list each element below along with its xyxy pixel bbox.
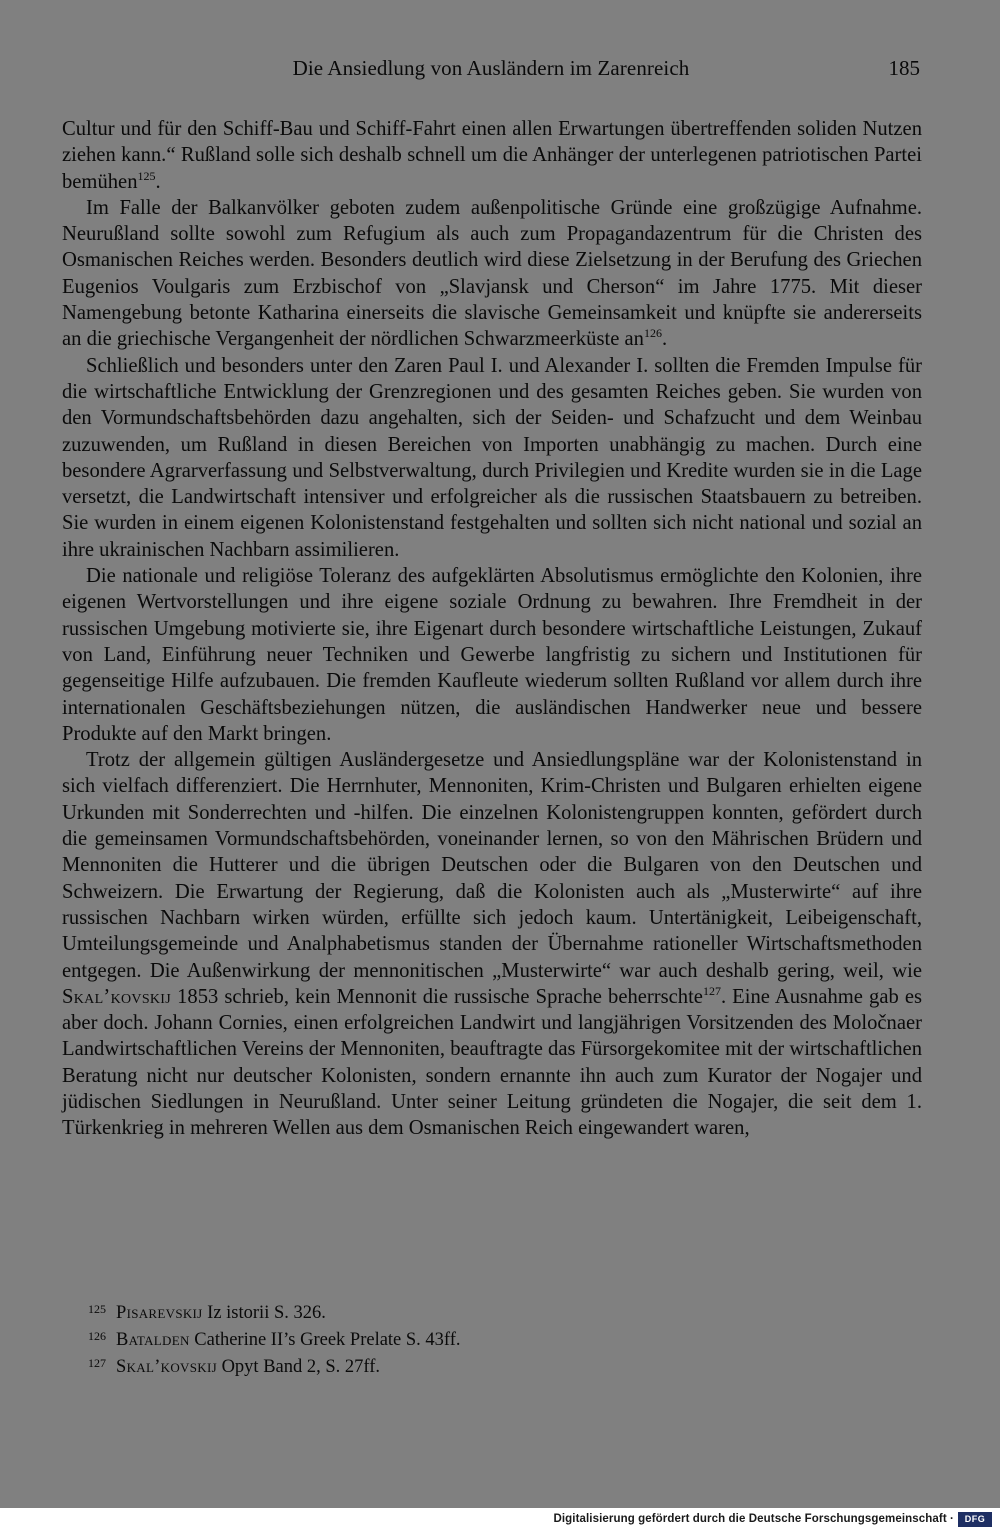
author-name: Skal’kovskij <box>62 985 172 1008</box>
paragraph <box>62 353 922 563</box>
text-run: Im Falle der Balkanvölker geboten zudem außenpolitische Gründe eine großzügige Aufnahme. Neurußland sollte sowohl zum Refugium als auch zum Propagandazentrum für die Christen des Osmanischen Reiches werden. Besonders deutlich wird diese Zielsetzung in der Berufung des Griechen Eugenios Voulgaris zum Erzbischof von „Slavjansk und Cherson“ im Jahre 1775. Mit dieser Namengebung betonte Katharina einerseits die slavische Gemeinsamkeit und knüpfte sie andererseits an die griechische Vergangenheit der nördlichen Schwarzmeerküste an <box>62 196 922 351</box>
paragraph <box>62 747 922 1141</box>
footnote-author: Pisarevskij <box>116 1303 203 1323</box>
text-run: . <box>661 328 668 351</box>
page-number: 185 <box>888 56 920 80</box>
digitization-footer <box>0 1508 1000 1532</box>
text-run: Schließlich und besonders unter den Zaren Paul I. und Alexander I. sollten die Fremden Impulse für die wirtschaftliche Entwicklung der Grenzregionen und des gesamten Reiches geben. Sie wurden von den Vormundschaftsbehörden dazu angehalten, sich der Seiden- und Schafzucht und dem Weinbau zuzuwenden, um Rußland in diesen Bereichen von Importen unabhängig zu machen. Durch eine besondere Agrarverfassung und Selbstverwaltung, durch Privilegien und Kredite wurden sie in die Lage versetzt, die Landwirtschaft intensiver und erfolgreicher als die russischen Staatsbauern zu betreiben. Sie wurden in einem eigenen Kolonistenstand festgehalten und sollten sich nicht national und sozial an ihre ukrainischen Nachbarn assimilieren. <box>62 354 922 561</box>
footnote-reference: 127 <box>702 983 721 998</box>
paragraph <box>62 563 922 747</box>
text-run: 1853 schrieb, kein Mennonit die russische Sprache beherrschte <box>171 985 703 1008</box>
text-run: . Eine Ausnahme gab es aber doch. Johann Cornies, einen erfolgreichen Landwirt und langjährigen Vorsitzenden des Moločnaer Landwirtschaftlichen Vereins der Mennoniten, beauftragte das Fürsorgekomitee mit der wirtschaftlichen Beratung nicht nur deutscher Kolonisten, sondern ernannte ihn auch zum Kurator der Nogajer und jüdischen Siedlungen in Neurußland. Unter seiner Leitung gründeten die Nogajer, die seit dem 1. Türkenkrieg in mehreren Wellen aus dem Osmanischen Reich eingewandert waren, <box>62 985 922 1140</box>
footnote-reference: 125 <box>137 168 156 183</box>
footnote-author: Skal’kovskij <box>116 1357 217 1377</box>
dfg-logo-icon: DFG <box>958 1512 992 1527</box>
paragraph <box>62 116 922 195</box>
footnote-reference: 126 <box>643 326 662 341</box>
footnote-text: Iz istorii S. 326. <box>202 1303 326 1323</box>
text-run: Trotz der allgemein gültigen Ausländergesetze und Ansiedlungspläne war der Kolonistenstand in sich vielfach differenziert. Die Herrnhuter, Mennoniten, Krim-Christen und Bulgaren erhielten eigene Urkunden mit Sonderrechten und -hilfen. Die einzelnen Kolonistengruppen konnten, gefördert durch die gemeinsamen Vormundschaftsbehörden, voneinander lernen, so von den Mährischen Brüdern und Mennoniten die Hutterer und die übrigen Deutschen oder die Bulgaren von den Deutschen und Schweizern. Die Erwartung der Regierung, daß die Kolonisten auch als „Musterwirte“ auf ihre russischen Nachbarn wirken würden, erfüllte sich jedoch kaum. Untertänigkeit, Leibeigenschaft, Umteilungsgemeinde und Analphabetismus standen der Übernahme rationeller Wirtschaftsmethoden entgegen. Die Außenwirkung der mennonitischen „Musterwirte“ war auch deshalb gering, weil, wie <box>62 749 922 982</box>
footnote-text: Opyt Band 2, S. 27ff. <box>216 1357 381 1377</box>
running-title: Die Ansiedlung von Ausländern im Zarenreich <box>292 56 690 80</box>
paragraph <box>62 195 922 353</box>
footnote-number: 125 <box>88 1302 106 1316</box>
footnotes <box>88 1298 888 1379</box>
text-run: Die nationale und religiöse Toleranz des aufgeklärten Absolutismus ermöglichte den Kolonien, ihre eigenen Wertvorstellungen und ihre eigene soziale Ordnung zu bewahren. Ihre Fremdheit in der russischen Umgebung motivierte sie, ihre Eigenart durch besondere wirtschaftliche Leistungen, Zukauf von Land, Einführung neuer Techniken und Gewerbe langfristig zu sichern und Institutionen für gegenseitige Hilfe aufzubauen. Die fremden Kaufleute wiederum sollten Rußland vor allem durch ihre internationalen Geschäftsbeziehungen nützen, die ausländischen Handwerker neue und bessere Produkte auf den Markt bringen. <box>62 565 922 745</box>
footnote <box>88 1325 888 1352</box>
footnote-text: Catherine II’s Greek Prelate S. 43ff. <box>189 1330 461 1350</box>
text-run: . <box>155 170 161 193</box>
text-run: Cultur und für den Schiff-Bau und Schiff-Fahrt einen allen Erwartungen übertreffenden soliden Nutzen ziehen kann.“ Rußland solle sich deshalb schnell um die Anhänger der unterlegenen patriotischen Partei bemühen <box>62 118 922 193</box>
footnote <box>88 1298 888 1325</box>
footnote-number: 127 <box>88 1356 106 1370</box>
footnote <box>88 1352 888 1379</box>
body-text <box>62 116 922 1142</box>
funding-credit: Digitalisierung gefördert durch die Deutsche Forschungsgemeinschaft · <box>553 1513 954 1525</box>
footnote-author: Batalden <box>116 1330 190 1350</box>
running-header <box>62 56 920 84</box>
footnote-number: 126 <box>88 1329 106 1343</box>
